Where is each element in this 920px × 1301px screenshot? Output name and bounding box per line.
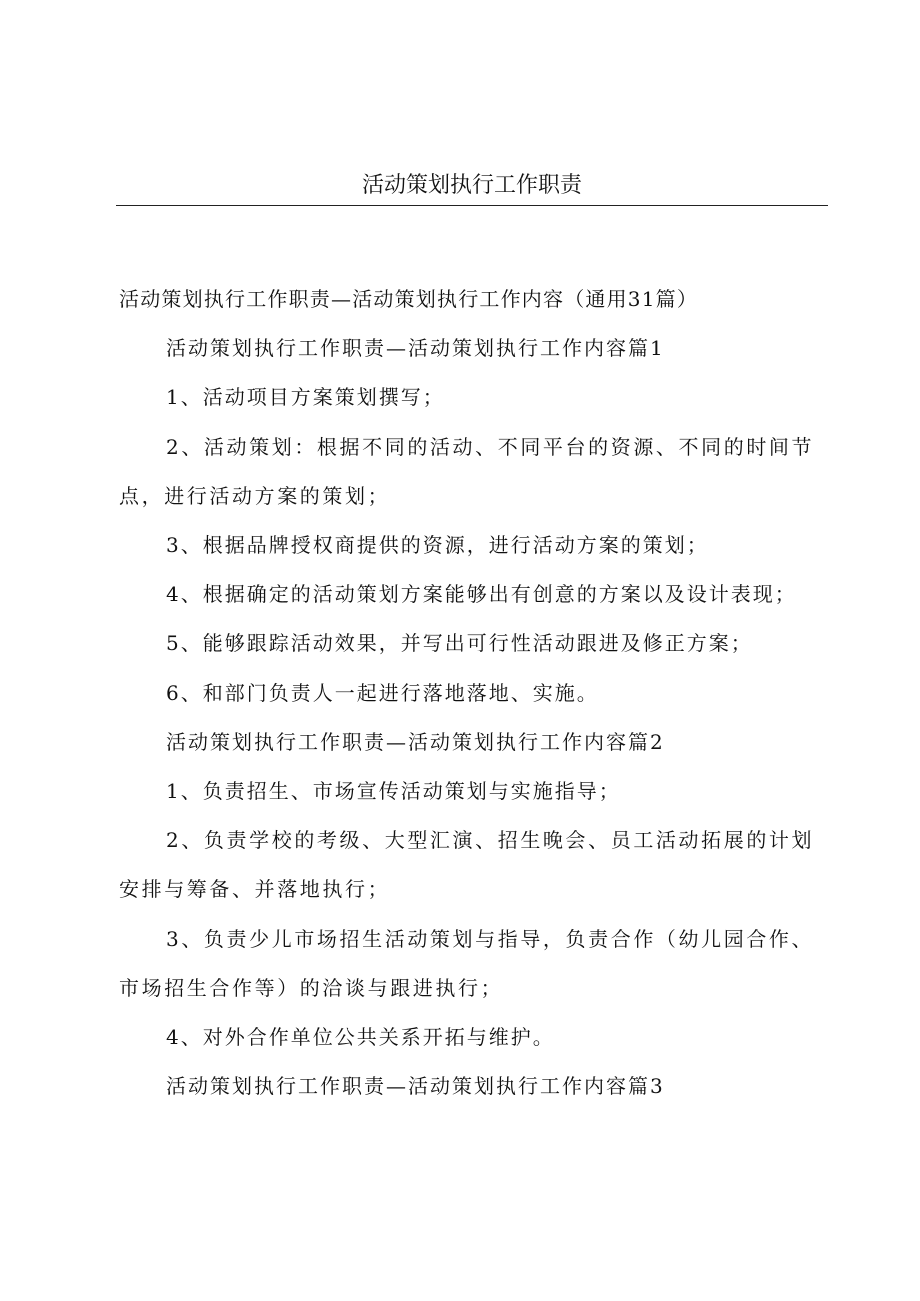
list-item: 4、根据确定的活动策划方案能够出有创意的方案以及设计表现； — [166, 582, 797, 607]
list-item: 4、对外合作单位公共关系开拓与维护。 — [166, 1025, 555, 1050]
list-item: 2、活动策划：根据不同的活动、不同平台的资源、不同的时间节点，进行活动方案的策划； — [119, 434, 815, 508]
section-heading-3: 活动策划执行工作职责—活动策划执行工作内容篇3 — [166, 1074, 665, 1099]
section-heading-1: 活动策划执行工作职责—活动策划执行工作内容篇1 — [166, 336, 665, 361]
list-item: 3、根据品牌授权商提供的资源，进行活动方案的策划； — [166, 533, 709, 558]
header-title: 活动策划执行工作职责 — [361, 173, 582, 198]
list-item: 1、活动项目方案策划撰写； — [166, 385, 445, 410]
list-item: 6、和部门负责人一起进行落地落地、实施。 — [166, 680, 599, 705]
section-heading-2: 活动策划执行工作职责—活动策划执行工作内容篇2 — [166, 729, 665, 754]
list-item: 2、负责学校的考级、大型汇演、招生晚会、员工活动拓展的计划安排与筹备、并落地执行； — [119, 828, 815, 902]
page-header — [116, 170, 828, 206]
document-body — [119, 275, 831, 1111]
list-item: 5、能够跟踪活动效果，并写出可行性活动跟进及修正方案； — [166, 631, 753, 656]
list-item: 3、负责少儿市场招生活动策划与指导，负责合作（幼儿园合作、市场招生合作等）的洽谈与跟进执行； — [119, 926, 815, 1000]
list-item: 1、负责招生、市场宣传活动策划与实施指导； — [166, 779, 621, 804]
document-heading: 活动策划执行工作职责—活动策划执行工作内容（通用31篇） — [119, 287, 699, 311]
